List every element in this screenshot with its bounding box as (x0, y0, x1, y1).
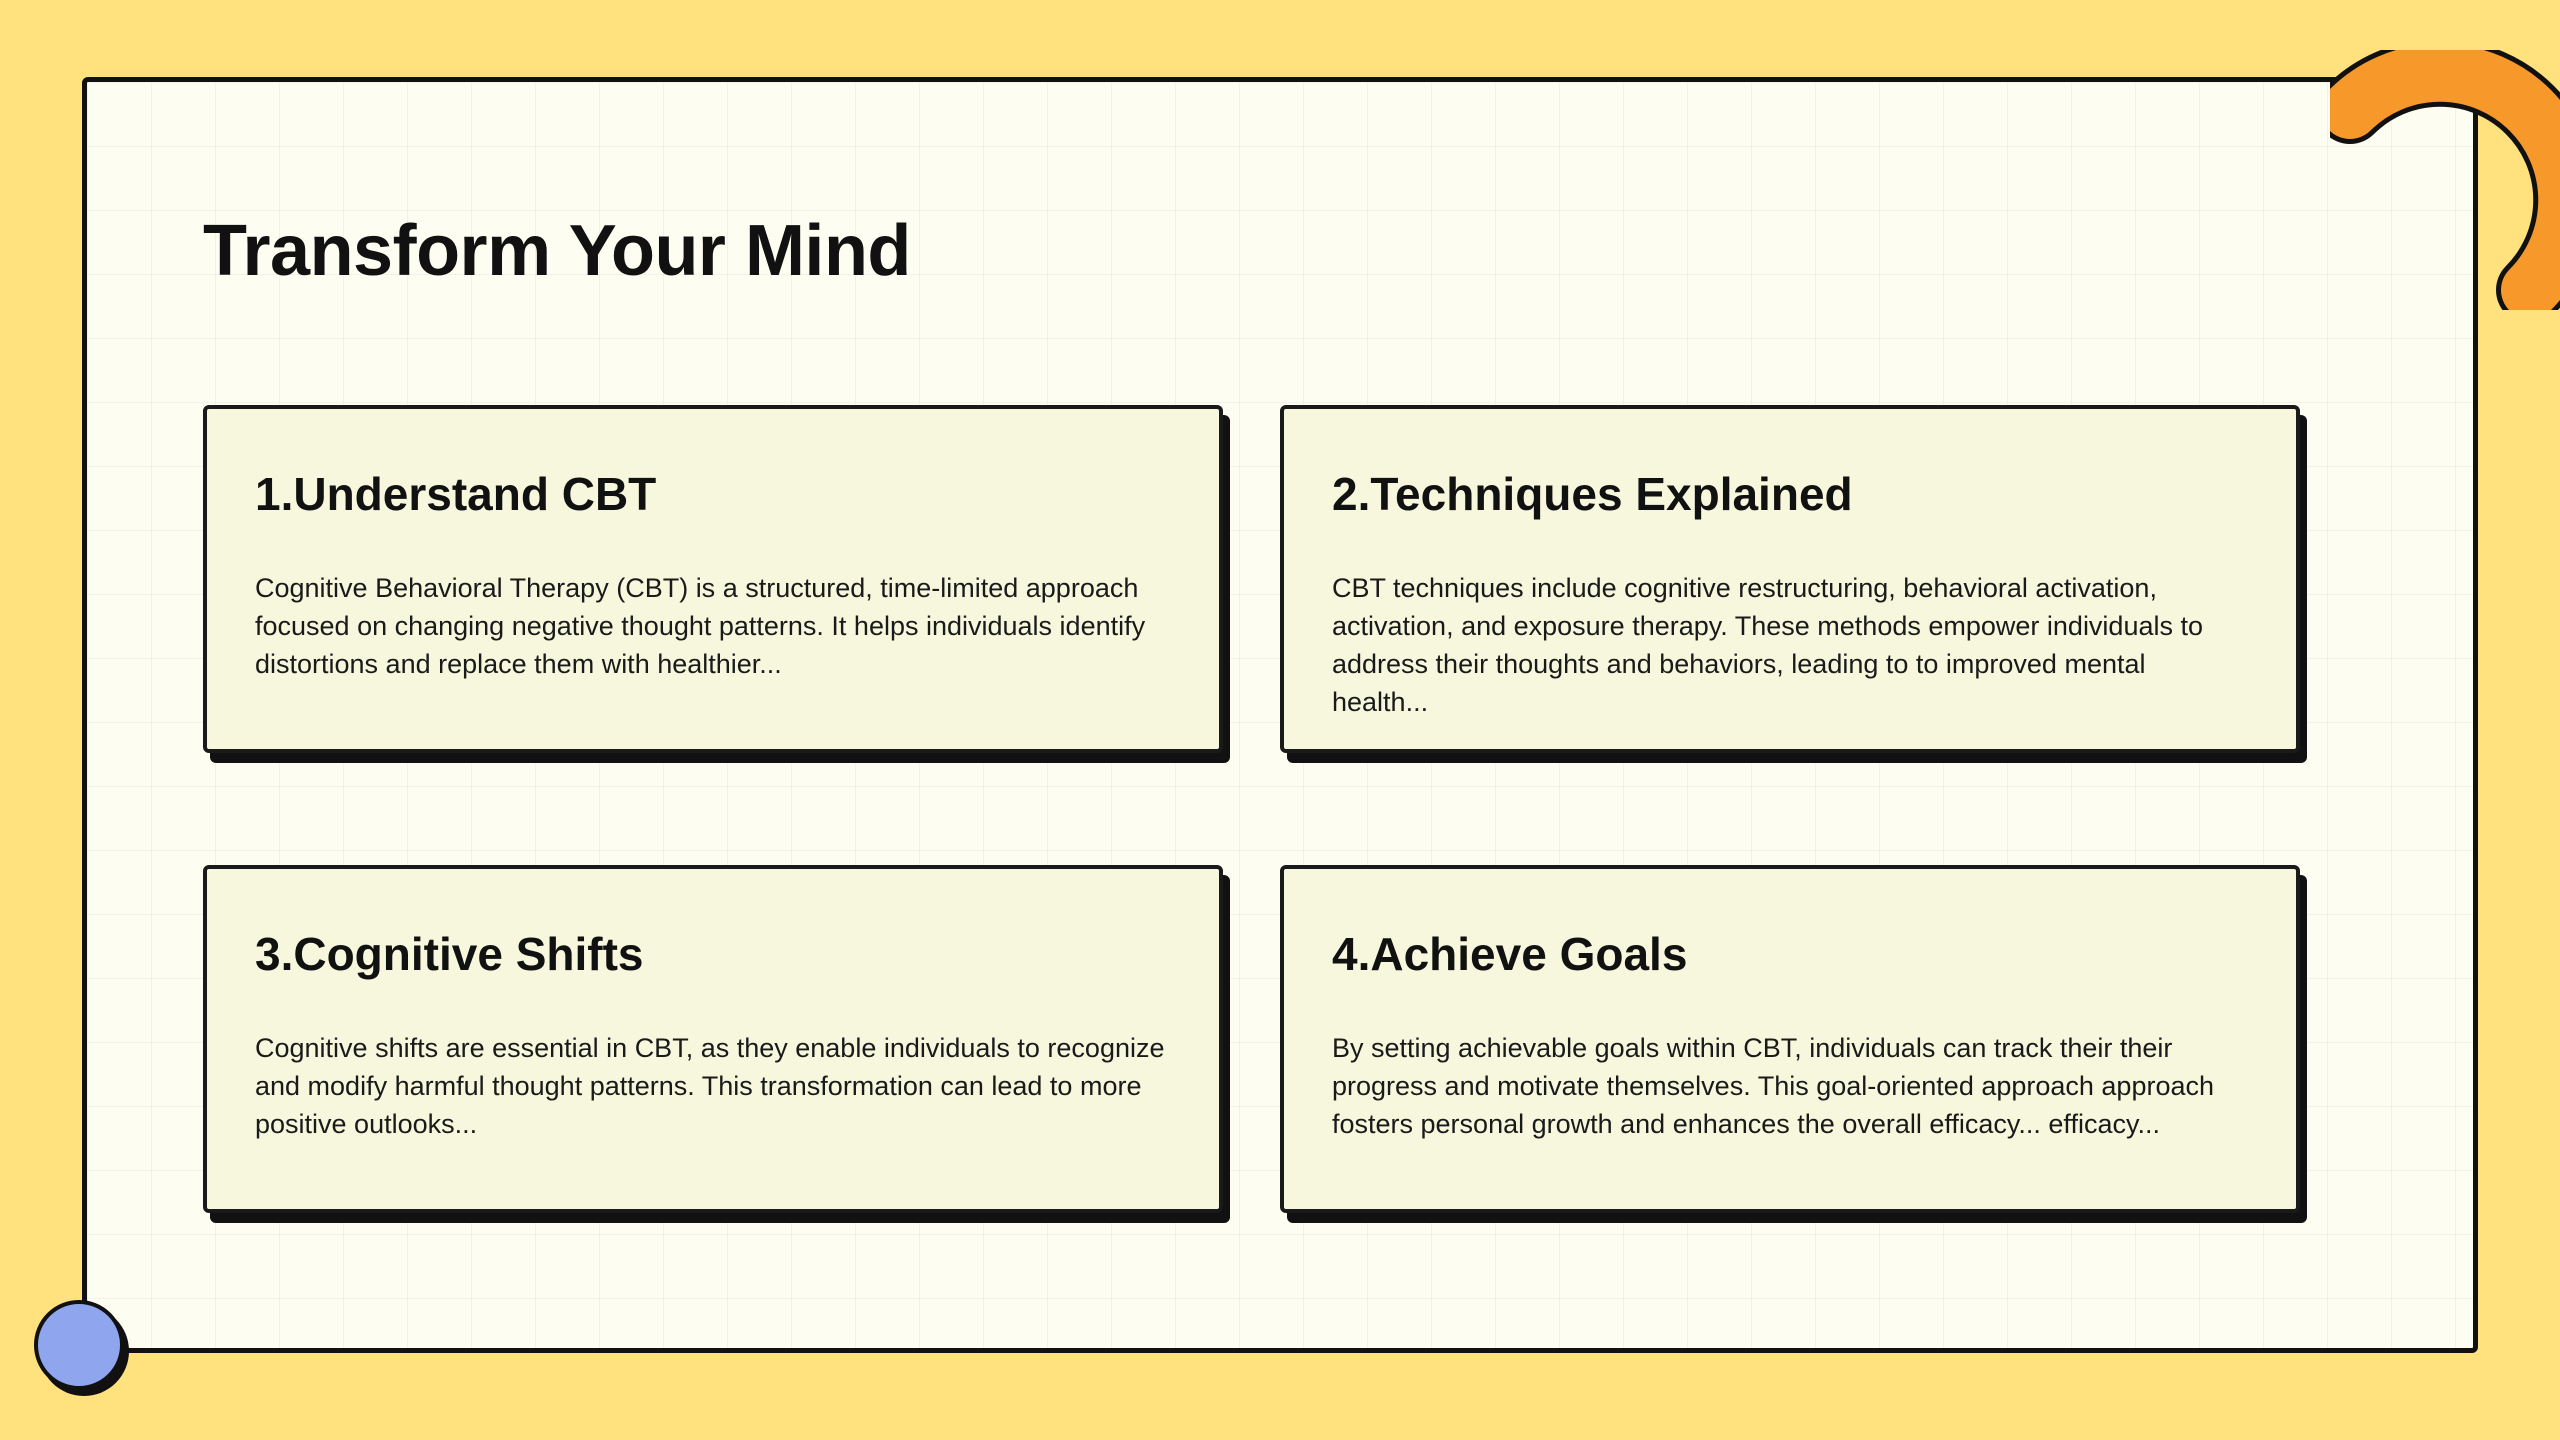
orange-arc-icon (2330, 50, 2560, 310)
card-techniques-explained (1280, 405, 2300, 753)
card-body: CBT techniques include cognitive restructuring, behavioral activation, activation, and exposure therapy. These methods empower individuals to address their thoughts and behaviors, leading to to improved mental health... (1332, 573, 2204, 717)
card-body: Cognitive Behavioral Therapy (CBT) is a structured, time-limited approach focused on changing negative thought patterns. It helps individuals identify distortions and replace them with healthier... (255, 573, 1146, 679)
card-body: By setting achievable goals within CBT, individuals can track their their progress and motivate themselves. This goal-oriented approach approach fosters personal growth and enhances the overall efficacy... efficacy... (1332, 1033, 2215, 1139)
card-heading: 1.Understand CBT (255, 468, 657, 520)
card-heading: 2.Techniques Explained (1332, 468, 1853, 520)
card-body: Cognitive shifts are essential in CBT, as they enable individuals to recognize and modify harmful thought patterns. This transformation can lead to more positive outlooks... (255, 1033, 1165, 1139)
card-cognitive-shifts (203, 865, 1223, 1213)
page-title: Transform Your Mind (203, 211, 911, 291)
card-heading: 3.Cognitive Shifts (255, 928, 644, 980)
card-achieve-goals (1280, 865, 2300, 1213)
card-heading: 4.Achieve Goals (1332, 928, 1688, 980)
blue-circle-icon (34, 1300, 124, 1390)
card-understand-cbt (203, 405, 1223, 753)
